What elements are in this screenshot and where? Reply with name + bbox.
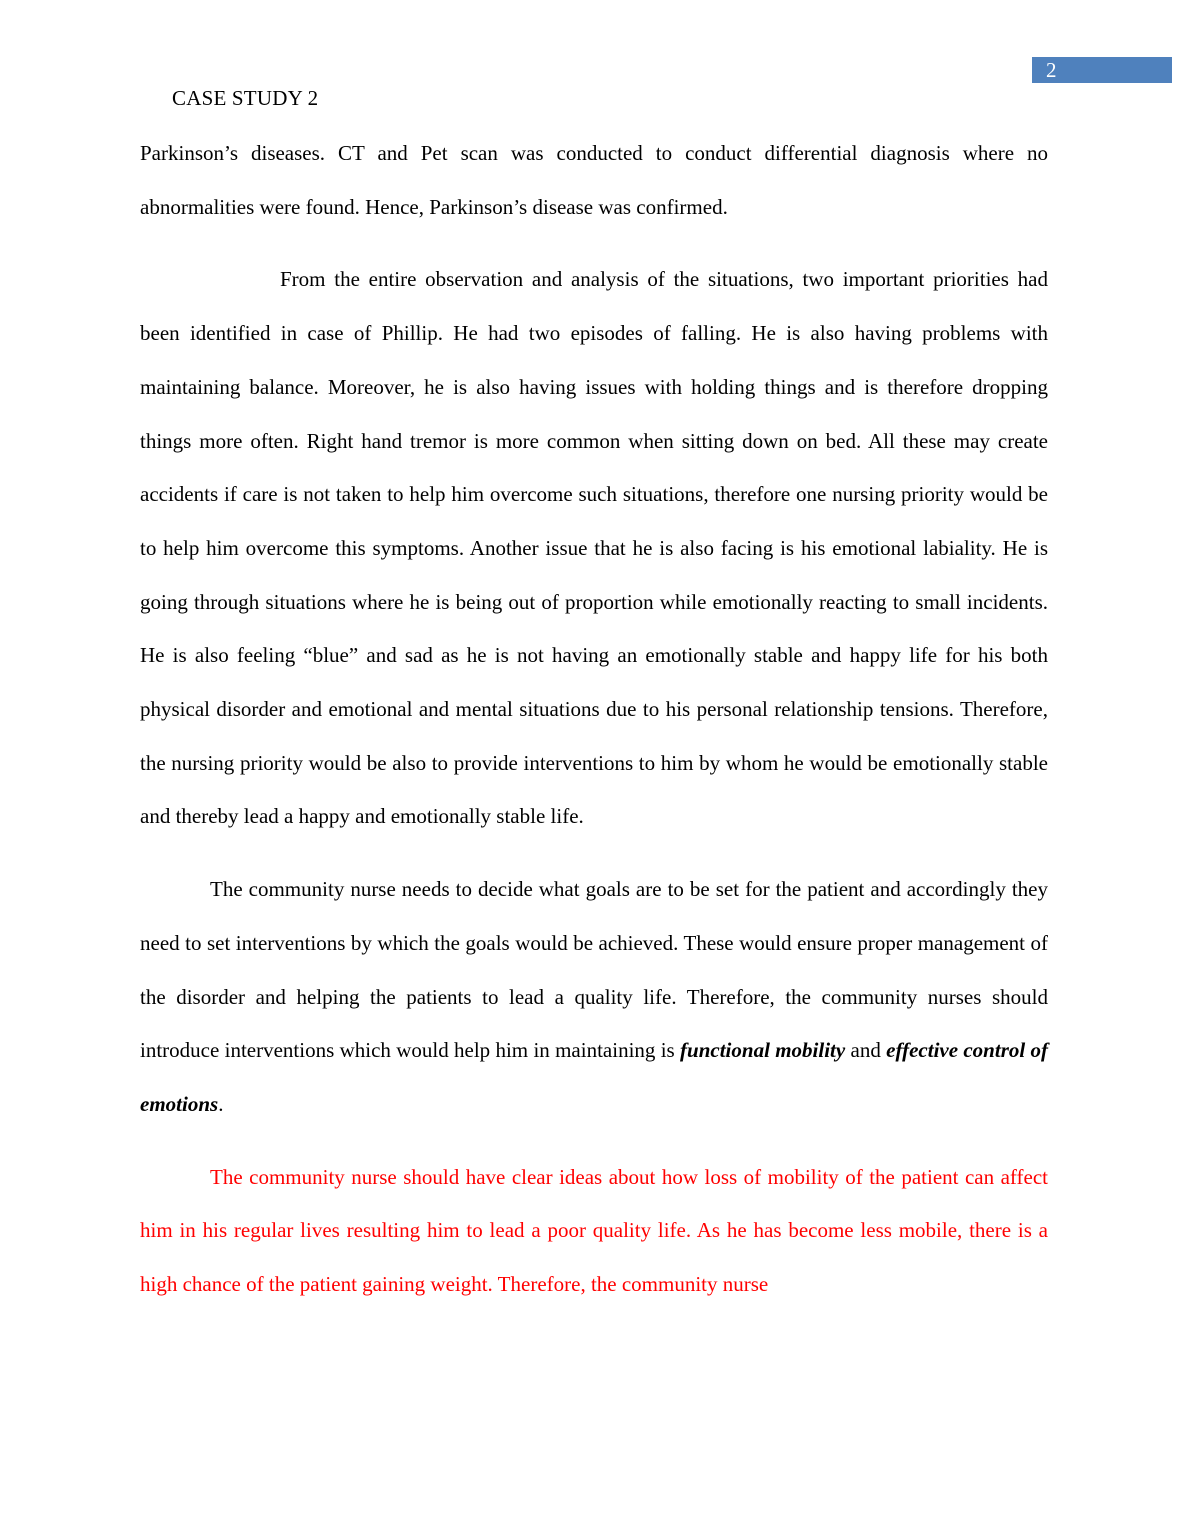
page-number: 2 bbox=[1046, 58, 1057, 82]
page-number-badge bbox=[1032, 57, 1172, 83]
emphasis-functional-mobility: functional mobility bbox=[680, 1038, 846, 1063]
paragraph-text: and bbox=[845, 1038, 887, 1063]
emphasis-emotion-control: effective control of emotions bbox=[140, 1038, 1049, 1116]
paragraph-text: . bbox=[218, 1091, 224, 1116]
document-body bbox=[140, 127, 1048, 1312]
paragraph-mobility-highlighted: The community nurse should have clear ideas about how loss of mobility of the patient can affect him in his regular lives resulting him to lead a poor quality life. As he has become less mobile, there is a high chance of the patient gaining weight. Therefore, the community nurse bbox=[140, 1164, 1048, 1297]
running-head: CASE STUDY 2 bbox=[172, 86, 319, 110]
paragraph-text: The community nurse needs to decide what goals are to be set for the patient and accordingly they need to set interventions by which the goals would be achieved. These would ensure proper management of the disorder and helping the patients to lead a quality life. Therefore, the community nurses should introduce interventions which would help him in maintaining is bbox=[140, 877, 1048, 1063]
paragraph-goals-interventions bbox=[140, 863, 1048, 1132]
paragraph-nursing-priorities: From the entire observation and analysis of the situations, two important priorities had been identified in case of Phillip. He had two episodes of falling. He is also having problems with maintaining balance. Moreover, he is also having issues with holding things and is therefore dropping things more often. Right hand tremor is more common when sitting down on bed. All these may create accidents if care is not taken to help him overcome such situations, therefore one nursing priority would be to help him overcome this symptoms. Another issue that he is also facing is his emotional labiality. He is going through situations where he is being out of proportion while emotionally reacting to small incidents. He is also feeling “blue” and sad as he is not having an emotionally stable and happy life for his both physical disorder and emotional and mental situations due to his personal relationship tensions. Therefore, the nursing priority would be also to provide interventions to him by whom he would be emotionally stable and thereby lead a happy and emotionally stable life. bbox=[140, 267, 1048, 829]
paragraph-diagnosis: Parkinson’s diseases. CT and Pet scan was conducted to conduct differential diagnosis where no abnormalities were found. Hence, Parkinson’s disease was confirmed. bbox=[140, 141, 1048, 219]
